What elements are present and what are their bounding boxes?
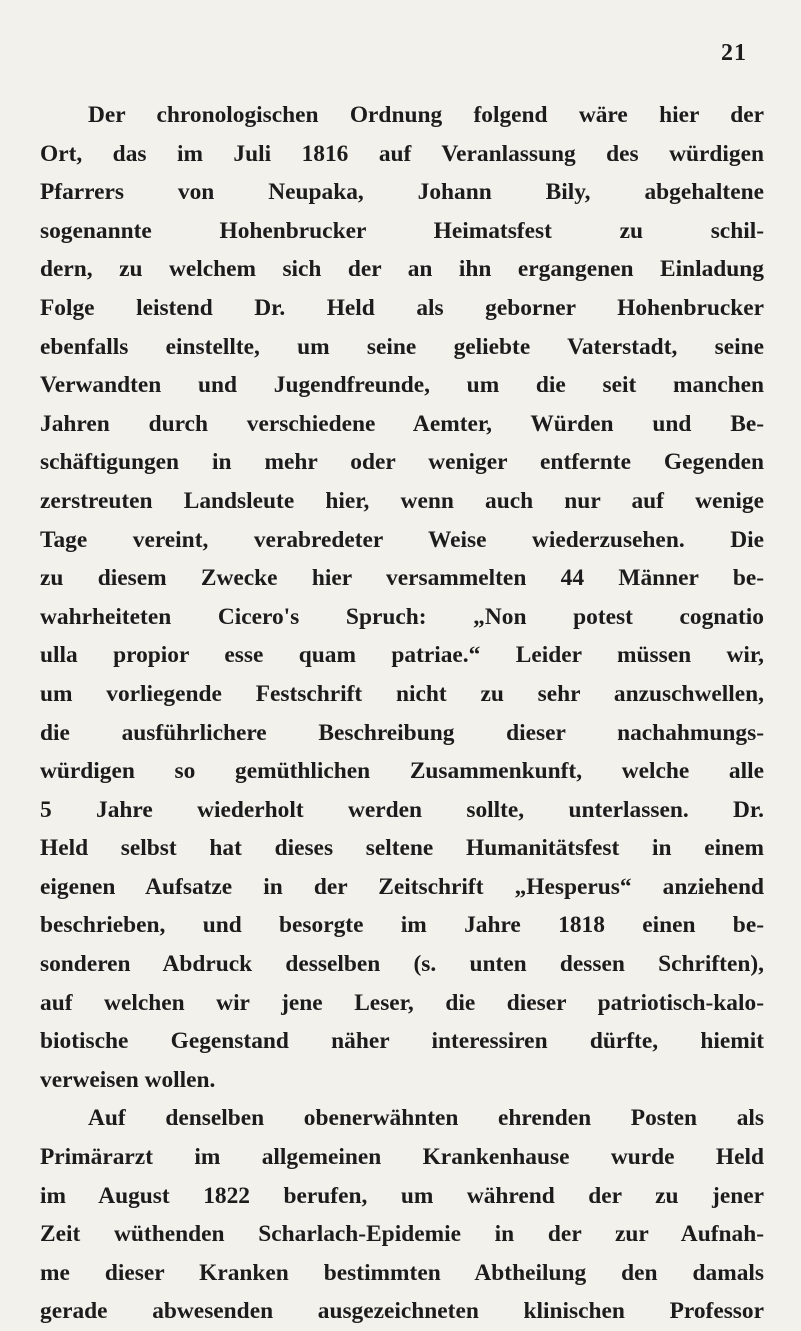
text-line: auf welchen wir jene Leser, die dieser patriotisch-kalo- <box>40 989 764 1016</box>
text-line: um vorliegende Festschrift nicht zu sehr anzuschwellen, <box>40 680 764 707</box>
text-line: schäftigungen in mehr oder weniger entfernte Gegenden <box>40 449 764 476</box>
text-line: sonderen Abdruck desselben (s. unten dessen Schriften), <box>40 951 764 978</box>
text-line: Verwandten und Jugendfreunde, um die seit manchen <box>40 372 764 399</box>
text-line: sogenannte Hohenbrucker Heimatsfest zu schil- <box>40 217 764 244</box>
text-line: 5 Jahre wiederholt werden sollte, unterlassen. Dr. <box>40 796 764 823</box>
text-line: Folge leistend Dr. Held als geborner Hohenbrucker <box>40 294 764 321</box>
text-line: dern, zu welchem sich der an ihn ergangenen Einladung <box>40 256 764 283</box>
text-line: Held selbst hat dieses seltene Humanitätsfest in einem <box>40 835 764 862</box>
text-line: Ort, das im Juli 1816 auf Veranlassung des würdigen <box>40 140 764 167</box>
text-line: verweisen wollen. <box>40 1066 216 1093</box>
text-line: zu diesem Zwecke hier versammelten 44 Männer be- <box>40 565 764 592</box>
body-text <box>40 96 764 1331</box>
text-line: Primärarzt im allgemeinen Krankenhause wurde Held <box>40 1144 764 1171</box>
text-line: zerstreuten Landsleute hier, wenn auch nur auf wenige <box>40 487 764 514</box>
text-line: ebenfalls einstellte, um seine geliebte Vaterstadt, seine <box>40 333 764 360</box>
text-line: gerade abwesenden ausgezeichneten klinischen Professor <box>40 1298 764 1325</box>
text-line: würdigen so gemüthlichen Zusammenkunft, welche alle <box>40 758 764 785</box>
text-line: ulla propior esse quam patriae.“ Leider müssen wir, <box>40 642 764 669</box>
text-line: Der chronologischen Ordnung folgend wäre hier der <box>88 102 764 128</box>
text-line: im August 1822 berufen, um während der zu jener <box>40 1182 764 1209</box>
text-line: Pfarrers von Neupaka, Johann Bily, abgehaltene <box>40 179 764 206</box>
text-line: beschrieben, und besorgte im Jahre 1818 einen be- <box>40 912 764 939</box>
page-number: 21 <box>721 40 747 66</box>
text-line: eigenen Aufsatze in der Zeitschrift „Hesperus“ anziehend <box>40 873 764 900</box>
text-line: wahrheiteten Cicero's Spruch: „Non potest cognatio <box>40 603 764 630</box>
text-line: Jahren durch verschiedene Aemter, Würden und Be- <box>40 410 764 437</box>
text-line: biotische Gegenstand näher interessiren dürfte, hiemit <box>40 1028 764 1055</box>
text-line: Zeit wüthenden Scharlach-Epidemie in der zur Aufnah- <box>40 1221 764 1248</box>
text-line: die ausführlichere Beschreibung dieser nachahmungs- <box>40 719 764 746</box>
text-line: Auf denselben obenerwähnten ehrenden Posten als <box>88 1105 764 1132</box>
text-line: me dieser Kranken bestimmten Abtheilung den damals <box>40 1259 764 1286</box>
text-line: Tage vereint, verabredeter Weise wiederzusehen. Die <box>40 526 764 553</box>
